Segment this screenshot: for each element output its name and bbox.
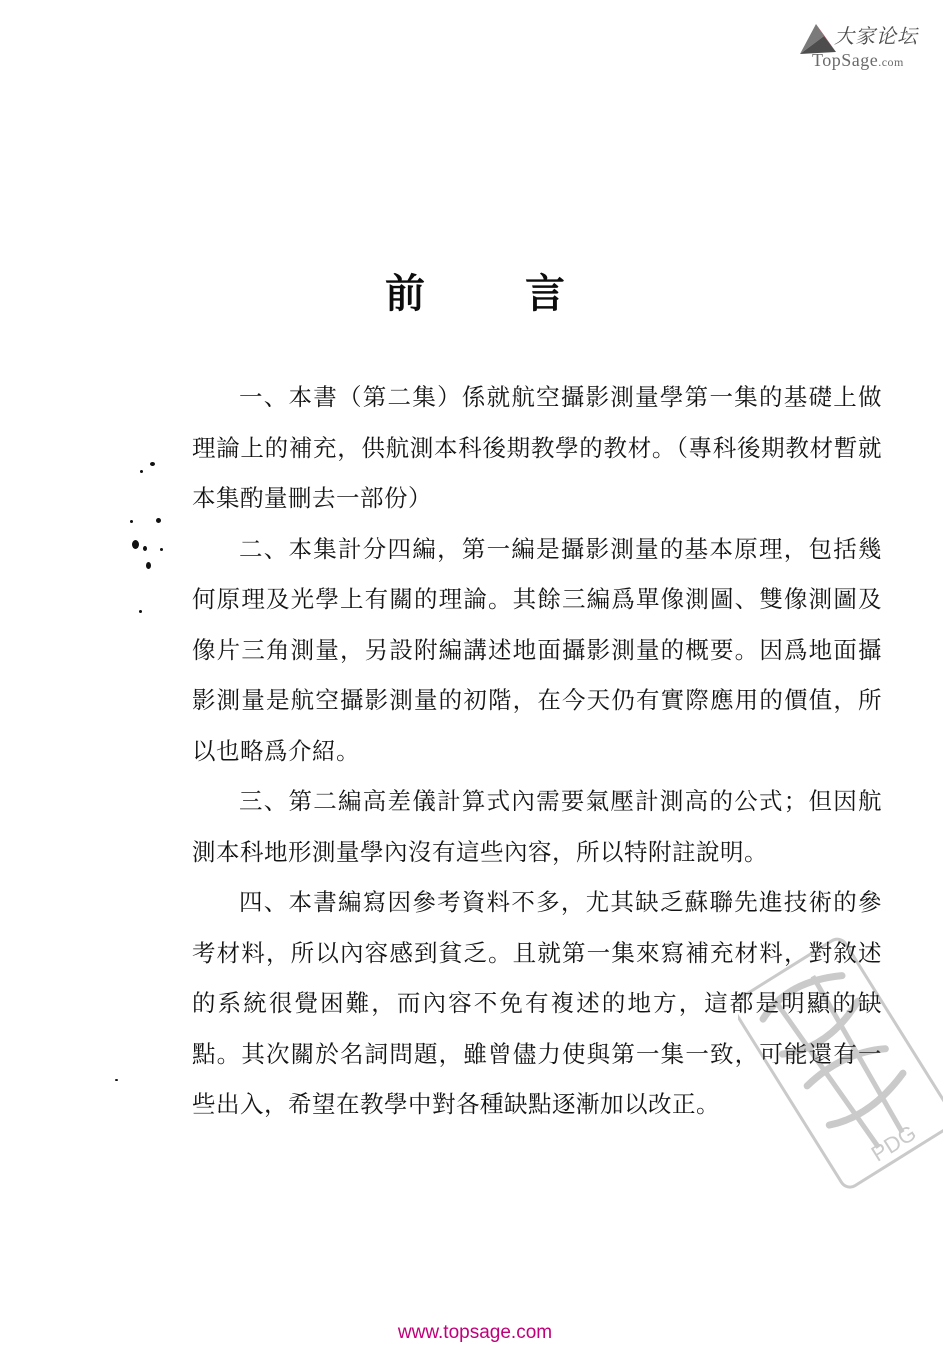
footer-website-link[interactable]: www.topsage.com — [397, 1322, 553, 1343]
svg-text:PDG: PDG — [866, 1120, 921, 1167]
page-title: 前言 — [385, 270, 665, 317]
paragraph-3: 三、第二編高差儀計算式內需要氣壓計測高的公式；但因航測本科地形測量學內沒有這些內容，所以特附註說明。 — [192, 787, 882, 866]
paragraph-4: 四、本書編寫因參考資料不多，尤其缺乏蘇聯先進技術的參考材料，所以內容感到貧乏。且就第一集來寫補充材料，對敘述的系統很覺困難，而內容不免有複述的地方，這都是明顯的缺點。其次關於名詞問題，雖曾儘力使與第一集一致，可能還有一些出入，希望在教學中對各種缺點逐漸加以改正。 — [192, 888, 882, 1118]
watermark-english-main: TopSage — [812, 50, 879, 70]
watermark-english-text — [812, 50, 904, 71]
watermark-english-suffix: .com — [878, 55, 904, 69]
pdg-stamp-icon — [738, 935, 943, 1190]
paragraph-1: 一、本書（第二集）係就航空攝影測量學第一集的基礎上做理論上的補充，供航測本科後期教學的教材。（專科後期教材暫就本集酌量刪去一部份） — [192, 383, 882, 512]
watermark-chinese-text: 大家论坛 — [834, 24, 918, 48]
paragraph-2: 二、本集計分四編，第一編是攝影測量的基本原理，包括幾何原理及光學上有關的理論。其餘三編爲單像測圖、雙像測圖及像片三角測量，另設附編講述地面攝影測量的概要。因爲地面攝影測量是航空攝影測量的初階，在今天仍有實際應用的價值，所以也略爲介紹。 — [192, 534, 882, 765]
topsage-watermark-logo — [798, 18, 938, 76]
